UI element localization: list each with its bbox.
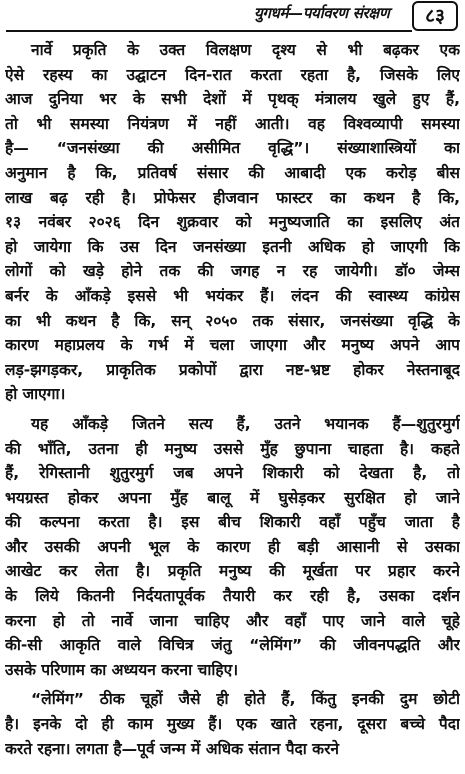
body-text [5, 38, 460, 766]
text-line: “लेमिंग” ठीक चूहों जैसे ही होते हैं, किंतु इनकी दुम छोटी [31, 690, 460, 709]
text-line: बर्नर के आँकड़े इससे भी भयंकर हैं। लंदन की स्वास्थ्य कांग्रेस [5, 286, 460, 305]
text-line: हैं, रेगिस्तानी शुतुरमुर्ग जब अपने शिकारी को देखता है, तो [5, 464, 460, 483]
text-line: तो भी समस्या नियंत्रण में नहीं आती। वह विश्वव्यापी समस्या [5, 114, 460, 133]
text-line: यह आँकड़े जितने सत्य हैं, उतने भयानक हैं—शुतुरमुर्ग [31, 414, 460, 433]
text-line: ऐसे रहस्य का उद्घाटन दिन-रात करता रहता है, जिसके लिए [5, 65, 460, 84]
header-rule [6, 30, 412, 32]
text-line: आज दुनिया भर के सभी देशों में पृथक् मंत्रालय खुले हुए हैं, [5, 90, 460, 109]
text-line: १३ नवंबर २०२६ दिन शुक्रवार को मनुष्यजाति का इसलिए अंत [5, 213, 460, 232]
paragraph [5, 38, 460, 407]
text-line: हो जाएगा। [5, 385, 66, 404]
text-line: के लिये कितनी निर्दयतापूर्वक तैयारी कर रही है, उसका दर्शन [5, 587, 460, 606]
text-line: की भाँति, उतना ही मनुष्य उससे मुँह छुपाना चाहता है। कहते [5, 439, 460, 458]
text-line: का भी कथन है कि, सन् २०५० तक संसार, जनसंख्या वृद्धि के [5, 311, 460, 330]
running-title: युगधर्म—पर्यावरण संरक्षण [254, 4, 390, 22]
paragraph [5, 412, 460, 683]
text-line: भयग्रस्त होकर अपना मुँह बालू में घुसेड़कर सुरक्षित हो जाने [5, 488, 460, 507]
paragraph [5, 687, 460, 761]
text-line: कारण महाप्रलय के गर्भ में चला जाएगा और मनुष्य अपने आप [5, 336, 460, 355]
page-number: ८३ [412, 1, 458, 31]
text-line: लड़-झगड़कर, प्राकृतिक प्रकोपों द्वारा नष्ट-भ्रष्ट होकर नेस्तनाबूद [5, 360, 460, 379]
text-line: लोगों को खड़े होने तक की जगह न रह जायेगी। डॉ० जेम्स [5, 262, 460, 281]
text-line: आखेट कर लेता है। प्रकृति मनुष्य की मूर्खता पर प्रहार करने [5, 562, 460, 581]
page-header [0, 0, 465, 34]
text-line: है। इनके दो ही काम मुख्य हैं। एक खाते रहना, दूसरा बच्चे पैदा [5, 715, 460, 734]
text-line: की कल्पना करता है। इस बीच शिकारी वहाँ पहुँच जाता है [5, 513, 460, 532]
text-line: हो जायेगा कि उस दिन जनसंख्या इतनी अधिक हो जाएगी कि [5, 237, 460, 256]
text-line: की-सी आकृति वाले विचित्र जंतु “लेमिंग” की जीवनपद्धति और [5, 636, 460, 655]
text-line: करना हो तो नार्वे जाना चाहिए और वहाँ पाए जाने वाले चूहे [5, 611, 460, 630]
text-line: नार्वे प्रकृति के उक्त विलक्षण दृश्य से भी बढ़कर एक [31, 41, 460, 59]
text-line: लाख बढ़ रही है। प्रोफेसर हीजवान फास्टर का कथन है कि, [5, 188, 460, 207]
text-line: करते रहना। लगता है—पूर्व जन्म में अधिक संतान पैदा करने [5, 739, 340, 758]
text-line: अनुमान है कि, प्रतिवर्ष संसार की आबादी एक करोड़ बीस [5, 163, 460, 182]
text-line: और उसकी अपनी भूल के कारण ही बड़ी आसानी से उसका [5, 537, 460, 556]
text-line: है— “जनसंख्या की असीमित वृद्धि”। संख्याशास्त्रियों का [5, 139, 460, 158]
text-line: उसके परिणाम का अध्ययन करना चाहिए। [5, 660, 239, 679]
